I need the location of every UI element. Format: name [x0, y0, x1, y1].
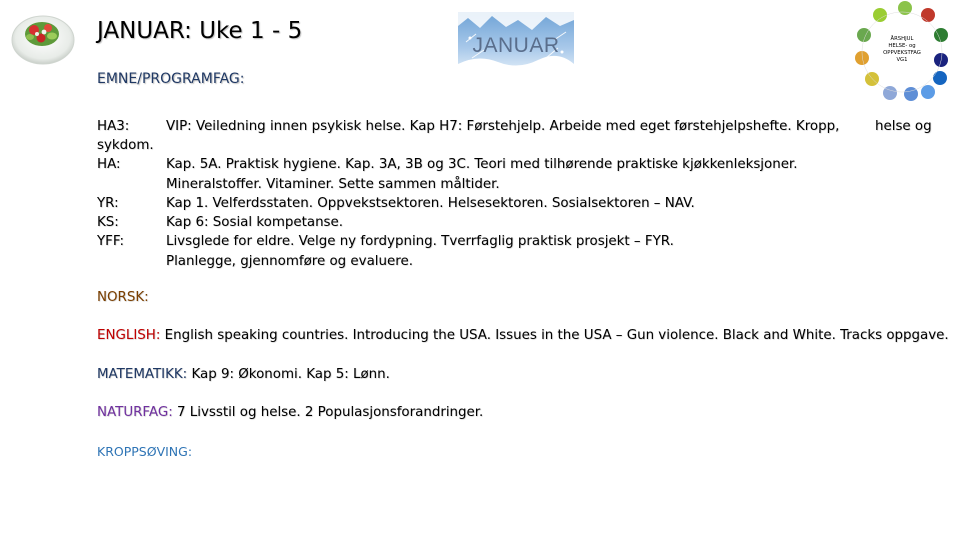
english-label: ENGLISH: [97, 328, 161, 343]
course-text-ks: Kap 6: Sosial kompetanse. [166, 215, 344, 230]
wheel-text-2: HELSE- og [888, 43, 916, 49]
kroppsoving-label: KROPPSØVING: [97, 444, 193, 459]
course-text-ha3: VIP: Veiledning innen psykisk helse. Kap H7: Førstehjelp. Arbeide med eget førstehjelpshefte. Kropp, [166, 119, 840, 134]
course-label-ks: KS: [97, 215, 119, 230]
math-label: MATEMATIKK: [97, 367, 188, 382]
wheel-text-3: OPPVEKSTFAG [883, 50, 921, 56]
section-heading: EMNE/PROGRAMFAG: [97, 71, 245, 87]
winter-banner-image [458, 12, 574, 78]
salad-bowl-logo [8, 2, 78, 72]
course-text-ha-cont: Mineralstoffer. Vitaminer. Sette sammen måltider. [166, 177, 500, 192]
english-line [97, 328, 949, 343]
course-label-ha3: HA3: [97, 119, 130, 134]
naturfag-text: 7 Livsstil og helse. 2 Populasjonsforandringer. [176, 405, 484, 420]
banner-title: JANUAR [472, 34, 560, 57]
wheel-text-4: VG1 [896, 57, 908, 63]
course-label-yff: YFF: [97, 234, 125, 249]
naturfag-label: NATURFAG: [97, 405, 173, 420]
course-label-yr: YR: [97, 196, 119, 211]
course-text-ha3-tail: helse og [875, 119, 932, 134]
english-text: English speaking countries. Introducing the USA. Issues in the USA – Gun violence. Black and White. Tracks oppgave. [164, 328, 949, 343]
math-line [97, 367, 390, 382]
year-wheel-diagram [852, 0, 954, 104]
course-text-yr: Kap 1. Velferdsstaten. Oppvekstsektoren. Helsesektoren. Sosialsektoren – NAV. [166, 196, 695, 211]
course-label-ha: HA: [97, 157, 121, 172]
norsk-label: NORSK: [97, 290, 149, 305]
wheel-text-1: ÅRSHJUL [890, 36, 914, 42]
course-label-sykdom: sykdom. [97, 138, 154, 153]
math-text: Kap 9: Økonomi. Kap 5: Lønn. [191, 367, 390, 382]
course-text-ha: Kap. 5A. Praktisk hygiene. Kap. 3A, 3B og 3C. Teori med tilhørende praktiske kjøkkenleksjoner. [166, 157, 798, 172]
naturfag-line [97, 405, 483, 420]
course-text-yff-cont: Planlegge, gjennomføre og evaluere. [166, 254, 413, 269]
course-text-yff: Livsglede for eldre. Velge ny fordypning. Tverrfaglig praktisk prosjekt – FYR. [166, 234, 674, 249]
page-title: JANUAR: Uke 1 - 5 [97, 18, 303, 44]
